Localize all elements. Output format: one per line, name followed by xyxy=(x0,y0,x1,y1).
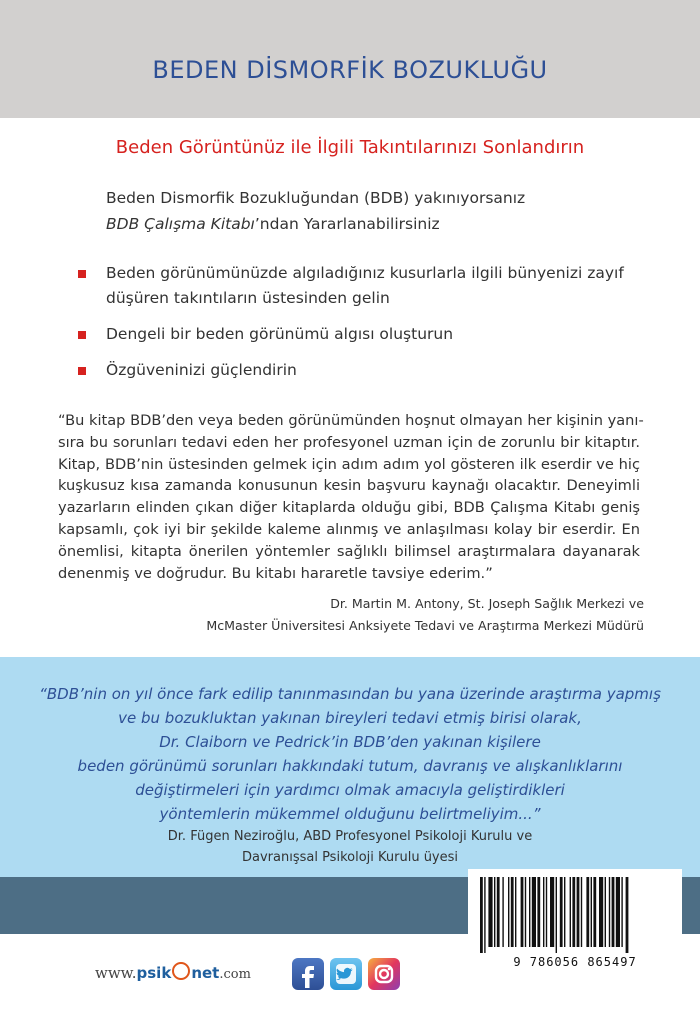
barcode-bar xyxy=(543,877,544,947)
quote-line: beden görünümü sorunları hakkındaki tutum, davranış ve alışkanlıklarını xyxy=(77,757,623,775)
signature-line: Dr. Fügen Neziroğlu, ABD Profesyonel Psikoloji Kurulu ve xyxy=(167,829,533,844)
benefit-item xyxy=(78,261,638,311)
quote-line: denenmiş ve doğrudur. Bu kitabı hararetle tavsiye ederim.” xyxy=(58,564,493,582)
barcode-bar xyxy=(511,877,514,947)
quote-line: “Bu kitap BDB’den veya beden görünümünden hoşnut olmayan her kişinin yanı- xyxy=(58,412,644,429)
barcode-bar xyxy=(494,877,495,947)
barcode-bar xyxy=(586,877,589,947)
book-title: BEDEN DİSMORFİK BOZUKLUĞU xyxy=(152,56,548,84)
bullet-square-icon xyxy=(78,270,86,278)
barcode-bar xyxy=(532,877,536,947)
barcode-bar xyxy=(488,877,492,947)
barcode-bar xyxy=(616,877,620,947)
barcode-bar xyxy=(626,877,629,953)
barcode-bar xyxy=(605,877,606,947)
quote-line: değiştirmeleri için yardımcı olmak amacıyla geliştirdikleri xyxy=(135,781,565,799)
quote-line: kapsamlı, çok iyi bir şekilde kaleme alınmış ve anlaşılması kolay bir eserdir. En xyxy=(58,520,640,538)
quote-line: sıra bu sorunları tedavi eden her profesyonel uzman için de zorunlu bir kitaptır. xyxy=(58,433,640,451)
instagram-icon[interactable] xyxy=(368,958,400,990)
barcode-bar xyxy=(581,877,582,947)
quote-line: “BDB’nin on yıl önce fark edilip tanınmasından bu yana üzerinde araştırma yapmış xyxy=(39,685,661,703)
intro-line-1: Beden Dismorfik Bozukluğundan (BDB) yakınıyorsanız xyxy=(106,189,526,207)
barcode-bar xyxy=(572,877,575,947)
benefit-item xyxy=(78,358,638,383)
barcode-bar xyxy=(480,877,483,953)
barcode-bar xyxy=(591,877,592,947)
intro-line-2 xyxy=(106,211,626,237)
endorsement-quote-neziroglu xyxy=(0,682,700,826)
facebook-icon[interactable] xyxy=(292,958,324,990)
bullet-square-icon xyxy=(78,367,86,375)
barcode-bar xyxy=(537,877,540,947)
endorsement-signature-neziroglu xyxy=(0,826,700,868)
barcode-bar xyxy=(529,877,530,947)
intro-line-2-rest: ’ndan Yararlanabilirsiniz xyxy=(254,215,440,233)
barcode-bar xyxy=(577,877,580,947)
benefit-text: Beden görünümünüzde algıladığınız kusurlarla ilgili bünyenizi zayıf düşüren takıntıların üstesinden gelin xyxy=(106,264,624,307)
barcode-bar xyxy=(521,877,524,947)
barcode-bar xyxy=(550,877,554,947)
barcode-bar xyxy=(621,877,622,947)
barcode-bar xyxy=(546,877,547,947)
barcode-bar xyxy=(497,877,500,947)
barcode-bar xyxy=(502,877,503,947)
barcode-bar xyxy=(612,877,615,947)
benefit-text: Dengeli bir beden görünümü algısı oluşturun xyxy=(106,325,454,343)
quote-line: yöntemlerin mükemmel olduğunu belirtmeliyim...” xyxy=(159,805,541,823)
signature-line: McMaster Üniversitesi Anksiyete Tedavi ve Araştırma Merkezi Müdürü xyxy=(206,618,644,633)
barcode-bar xyxy=(525,877,526,947)
intro-text xyxy=(106,185,626,237)
barcode-bar xyxy=(508,877,509,947)
signature-line: Davranışsal Psikoloji Kurulu üyesi xyxy=(241,850,459,865)
quote-line: Dr. Claiborn ve Pedrick’in BDB’den yakınan kişilere xyxy=(159,733,541,751)
barcode-bar xyxy=(599,877,603,947)
brand-part-a: psik xyxy=(136,964,172,982)
barcode-bar xyxy=(593,877,596,947)
quote-line: Kitap, BDB’nin üstesinden gelmek için adım adım yol gösteren ilk eserdir ve hiç xyxy=(58,455,640,473)
quote-line: önemlisi, kitapta önerilen yöntemler sağlıklı bilimsel araştırmalara dayanarak xyxy=(58,542,640,560)
publisher-website[interactable] xyxy=(95,962,251,982)
barcode-bar xyxy=(560,877,563,947)
barcode-bar xyxy=(570,877,571,947)
twitter-icon[interactable] xyxy=(330,958,362,990)
quote-line: kuşkusuz kısa zamanda konusunun kesin başvuru kaynağı olacaktır. Deneyimli xyxy=(58,477,640,495)
barcode-bar xyxy=(515,877,516,947)
benefit-text: Özgüveninizi güçlendirin xyxy=(106,361,297,379)
url-tld: .com xyxy=(219,967,251,982)
benefit-item xyxy=(78,322,638,347)
endorsement-signature-antony xyxy=(206,593,644,637)
barcode-bar xyxy=(484,877,485,953)
isbn-number: 9 786056 865497 xyxy=(513,955,637,969)
intro-book-name: BDB Çalışma Kitabı xyxy=(106,215,255,233)
isbn-barcode xyxy=(468,869,682,973)
benefit-list xyxy=(78,261,638,394)
barcode-bars xyxy=(476,877,674,953)
bullet-square-icon xyxy=(78,331,86,339)
brand-o-icon xyxy=(172,962,190,980)
url-prefix: www. xyxy=(95,964,137,982)
brand-part-b: net xyxy=(191,964,220,982)
barcode-bar xyxy=(609,877,610,947)
barcode-bar xyxy=(556,877,557,953)
quote-line: ve bu bozukluktan yakınan bireyleri tedavi etmiş birisi olarak, xyxy=(118,709,582,727)
endorsement-quote-antony xyxy=(58,410,644,584)
quote-line: yazarların elinden çıkan diğer kitaplarda olduğu gibi, BDB Çalışma Kitabı geniş xyxy=(58,499,640,517)
book-subtitle: Beden Görüntünüz ile İlgili Takıntılarınızı Sonlandırın xyxy=(115,137,585,158)
signature-line: Dr. Martin M. Antony, St. Joseph Sağlık Merkezi ve xyxy=(330,596,644,611)
barcode-bar xyxy=(564,877,565,947)
